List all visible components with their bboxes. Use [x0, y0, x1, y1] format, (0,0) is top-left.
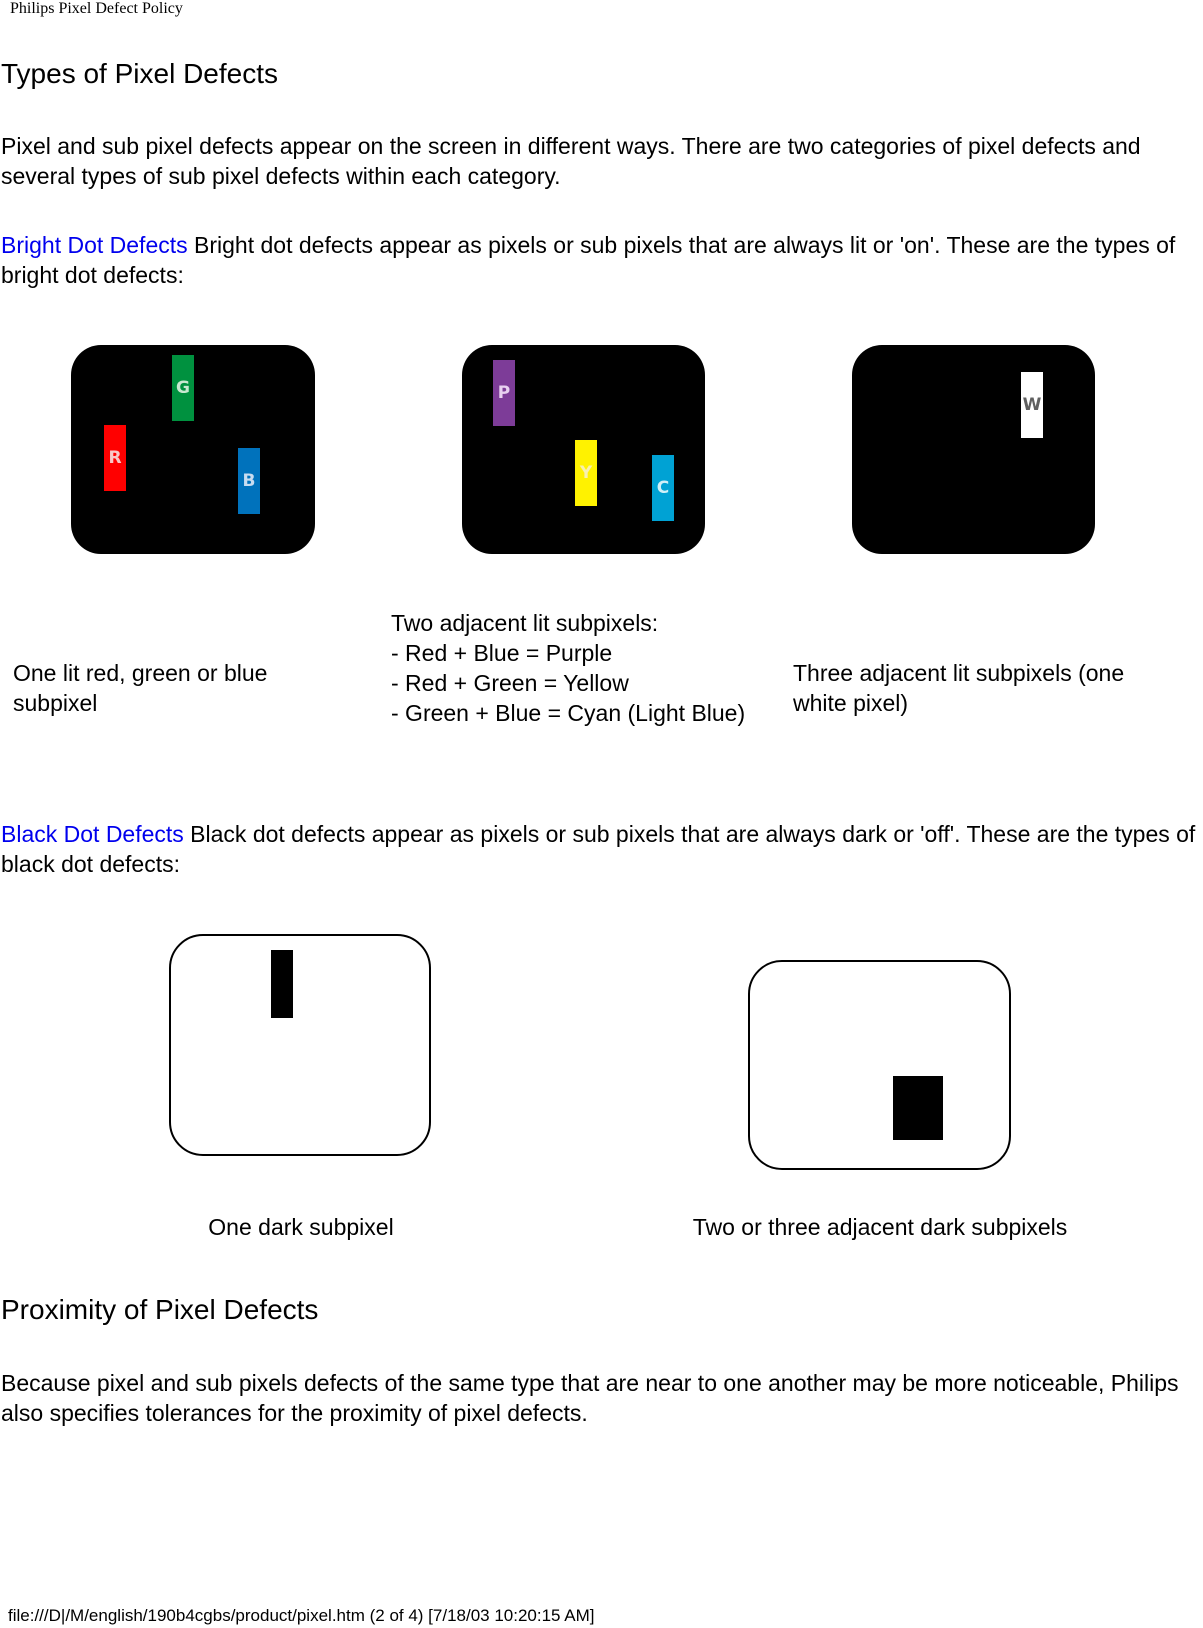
caption-line: white pixel)	[793, 690, 909, 716]
dark-subpixel	[271, 950, 293, 1018]
caption-adjacent-dark-subpixels: Two or three adjacent dark subpixels	[692, 1214, 1068, 1240]
proximity-heading: Proximity of Pixel Defects	[1, 1294, 319, 1325]
purple-subpixel-label: P	[497, 383, 511, 403]
caption-line: - Red + Blue = Purple	[391, 640, 613, 666]
yellow-subpixel-label: Y	[579, 463, 593, 483]
yellow-subpixel	[575, 440, 597, 506]
white-subpixel-label: W	[1022, 395, 1042, 415]
red-subpixel	[104, 425, 126, 491]
cyan-subpixel-label: C	[656, 478, 670, 498]
purple-subpixel	[493, 360, 515, 426]
black-dot-defects-link[interactable]: Black Dot Defects	[1, 821, 184, 847]
green-subpixel	[172, 355, 194, 421]
bright-dot-defects-link[interactable]: Bright Dot Defects	[1, 232, 188, 258]
caption-line: Three adjacent lit subpixels (one	[793, 660, 1125, 686]
caption-line: One lit red, green or blue	[13, 660, 268, 686]
black-diagram-adjacent-dark-subpixels	[748, 960, 1011, 1170]
footer-file-path: file:///D|/M/english/190b4cgbs/product/pixel.htm (2 of 4) [7/18/03 10:20:15 AM]	[8, 1606, 595, 1625]
bright-diagram-two-subpixels	[462, 345, 705, 554]
black-diagram-one-dark-subpixel	[169, 934, 431, 1156]
bright-diagram-white-pixel	[852, 345, 1095, 554]
blue-subpixel	[238, 448, 260, 514]
page-header-title: Philips Pixel Defect Policy	[10, 0, 183, 17]
caption-three-lit-subpixels	[793, 658, 1193, 718]
caption-one-lit-subpixel	[13, 658, 373, 718]
bright-dot-paragraph	[1, 230, 1201, 290]
cyan-subpixel	[652, 455, 674, 521]
black-dot-paragraph	[1, 819, 1201, 879]
black-dot-description: Black dot defects appear as pixels or sub pixels that are always dark or 'off'. These are the types of black dot defects:	[1, 821, 1196, 877]
bright-diagram-single-subpixel	[71, 345, 315, 554]
types-heading: Types of Pixel Defects	[1, 58, 279, 89]
dark-subpixel-group	[893, 1076, 943, 1140]
red-subpixel-label: R	[108, 448, 122, 468]
caption-one-dark-subpixel: One dark subpixel	[208, 1214, 394, 1240]
caption-line: subpixel	[13, 690, 98, 716]
caption-line: Two adjacent lit subpixels:	[391, 610, 659, 636]
types-intro: Pixel and sub pixel defects appear on the screen in different ways. There are two categories of pixel defects and several types of sub pixel defects within each category.	[1, 133, 1141, 189]
proximity-text: Because pixel and sub pixels defects of the same type that are near to one another may be more noticeable, Philips also specifies tolerances for the proximity of pixel defects.	[1, 1370, 1179, 1426]
white-subpixel	[1021, 372, 1043, 438]
green-subpixel-label: G	[176, 378, 190, 398]
caption-line: - Red + Green = Yellow	[391, 670, 629, 696]
caption-two-lit-subpixels	[391, 608, 791, 728]
bright-dot-description: Bright dot defects appear as pixels or sub pixels that are always lit or 'on'. These are the types of bright dot defects:	[1, 232, 1176, 288]
caption-line: - Green + Blue = Cyan (Light Blue)	[391, 700, 746, 726]
blue-subpixel-label: B	[242, 471, 256, 491]
